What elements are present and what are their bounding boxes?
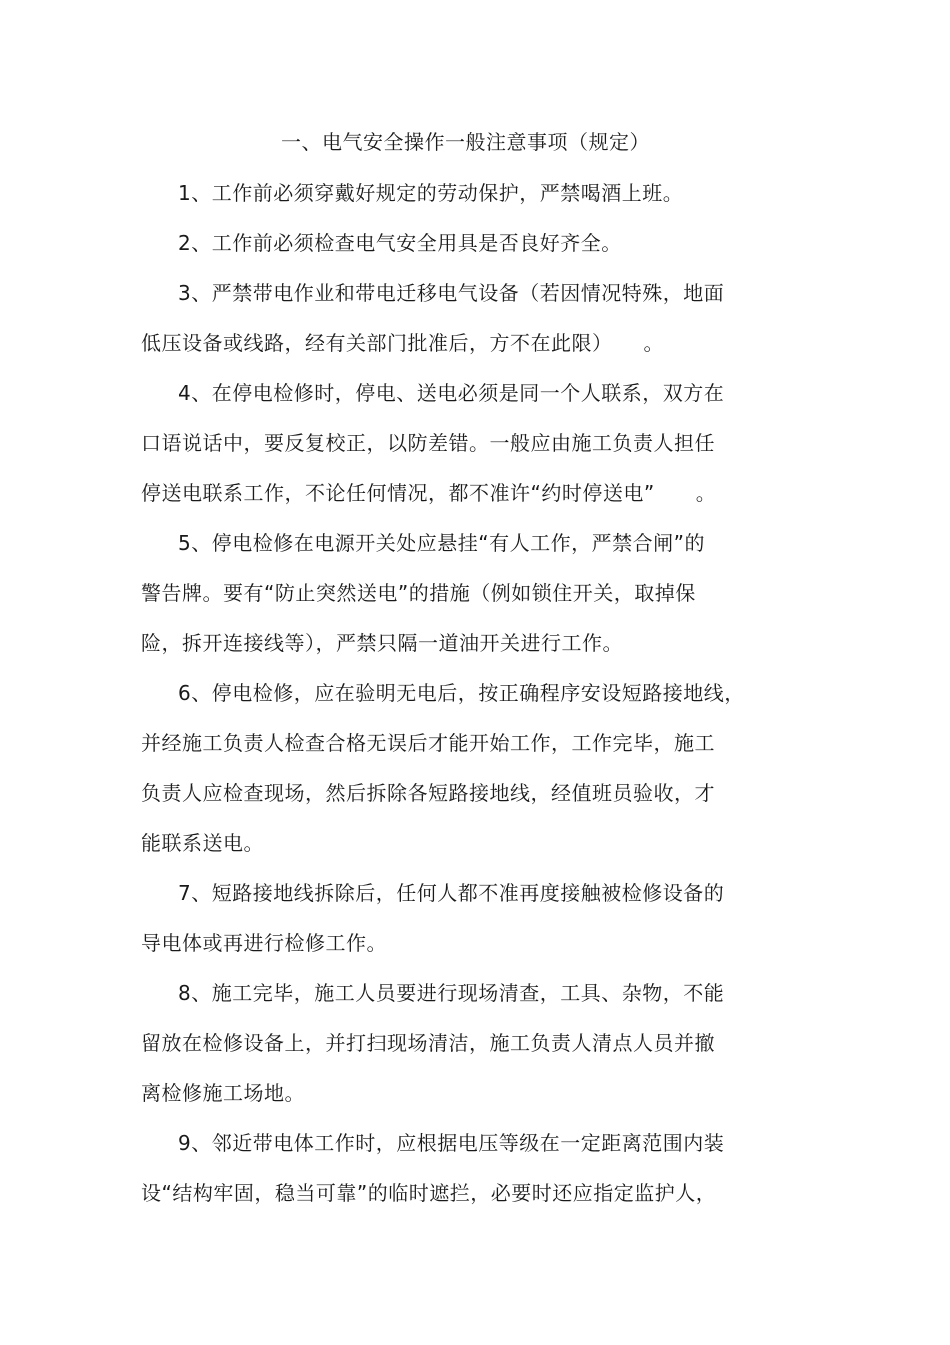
rule-6-line-3: 负责人应检查现场，然后拆除各短路接地线，经值班员验收，才 [141,781,715,805]
rule-5-line-3: 险，拆开连接线等），严禁只隔一道油开关进行工作。 [141,631,623,655]
rule-5-line-1: 5、停电检修在电源开关处应悬挂“有人工作，严禁合闸”的 [178,531,705,555]
rule-6-line-1: 6、停电检修，应在验明无电后，按正确程序安设短路接地线， [178,681,745,705]
rule-6-line-2: 并经施工负责人检查合格无误后才能开始工作，工作完毕，施工 [141,731,715,755]
rule-8-line-2: 留放在检修设备上，并打扫现场清洁，施工负责人清点人员并撤 [141,1031,715,1055]
rule-4-line-2: 口语说话中，要反复校正，以防差错。一般应由施工负责人担任 [141,431,715,455]
rule-8-line-1: 8、施工完毕，施工人员要进行现场清查，工具、杂物，不能 [178,981,725,1005]
rule-4-line-1: 4、在停电检修时，停电、送电必须是同一个人联系，双方在 [178,381,725,405]
page-title: 一、电气安全操作一般注意事项（规定） [281,130,650,154]
rule-3-line-1: 3、严禁带电作业和带电迁移电气设备（若因情况特殊，地面 [178,281,725,305]
rule-9-line-1: 9、邻近带电体工作时，应根据电压等级在一定距离范围内装 [178,1131,725,1155]
rule-1-line-1: 1、工作前必须穿戴好规定的劳动保护，严禁喝酒上班。 [178,181,684,205]
rule-2-line-1: 2、工作前必须检查电气安全用具是否良好齐全。 [178,231,622,255]
rule-6-line-4: 能联系送电。 [141,831,264,855]
rule-5-line-2: 警告牌。要有“防止突然送电”的措施（例如锁住开关，取掉保 [141,581,696,605]
rule-3-line-2: 低压设备或线路，经有关部门批准后，方不在此限） 。 [141,331,664,355]
rule-9-line-2: 设“结构牢固，稳当可靠”的临时遮拦，必要时还应指定监护人， [141,1181,717,1205]
rule-8-line-3: 离检修施工场地。 [141,1081,305,1105]
rule-7-line-1: 7、短路接地线拆除后，任何人都不准再度接触被检修设备的 [178,881,725,905]
rule-4-line-3: 停送电联系工作，不论任何情况，都不准许“约时停送电” 。 [141,481,717,505]
rule-7-line-2: 导电体或再进行检修工作。 [141,931,387,955]
